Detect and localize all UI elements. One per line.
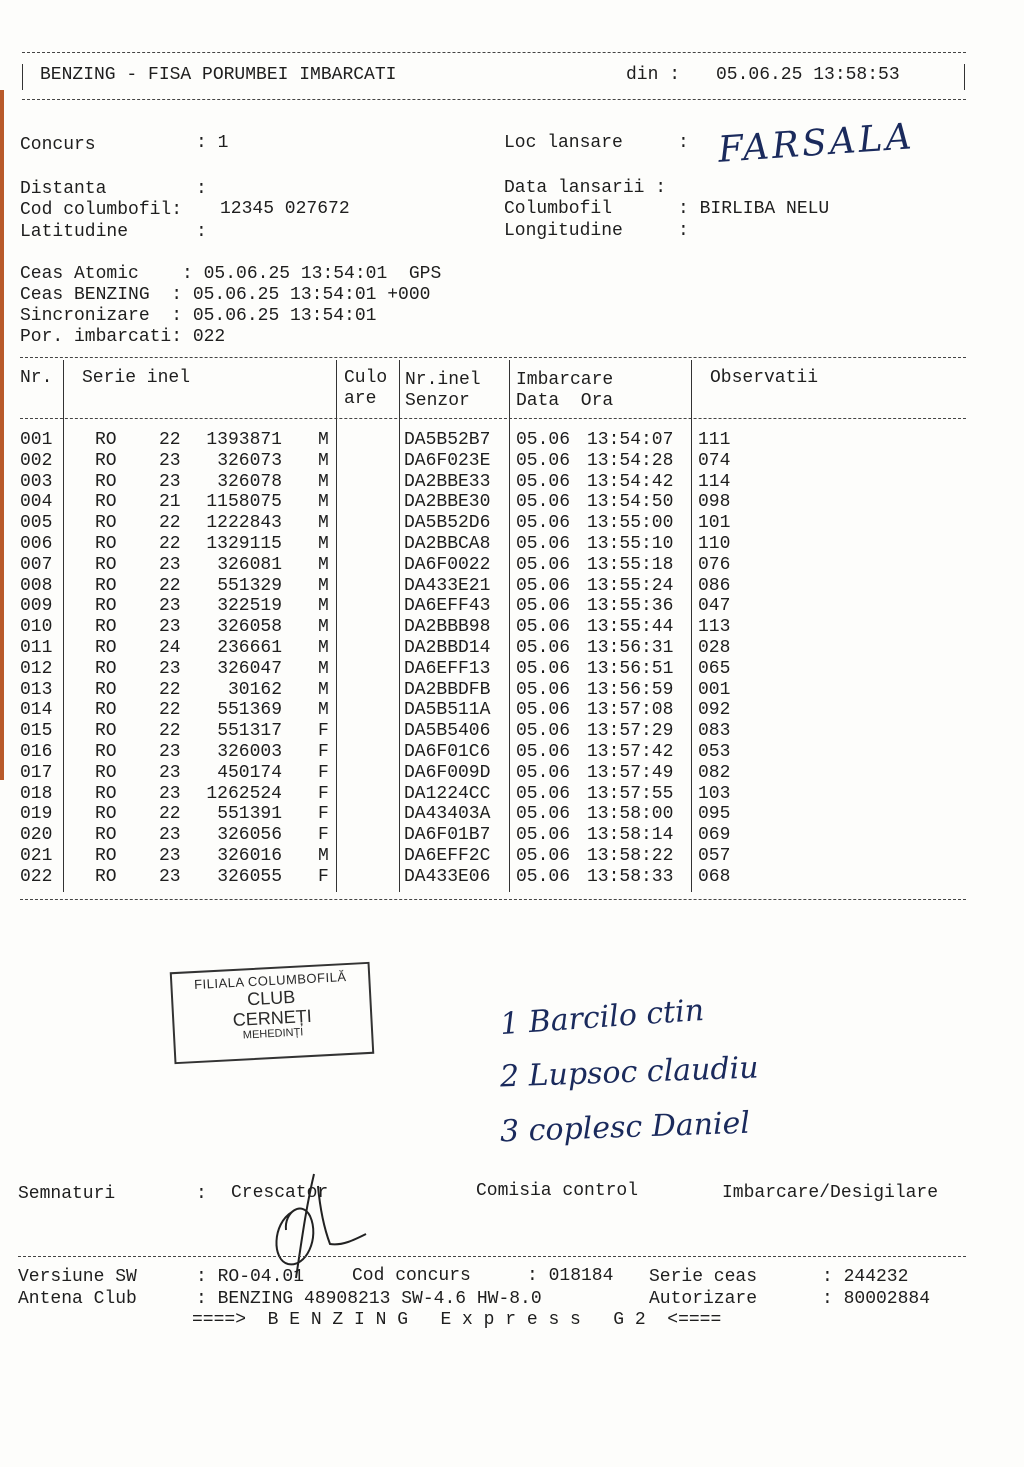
cell-inel: 30162: [227, 679, 282, 700]
versiune-sw-value: : RO-04.01: [196, 1267, 305, 1287]
cell-ora: 13:57:08: [587, 700, 674, 721]
cell-tara: RO: [95, 534, 117, 554]
cell-tara: RO: [95, 658, 117, 679]
cell-ora: 13:56:51: [587, 658, 674, 679]
cell-inel: 326055: [217, 866, 282, 887]
cod-columbofil-label: Cod columbofil:: [20, 200, 183, 220]
imbarcare-desigilare-label: Imbarcare/Desigilare: [722, 1183, 939, 1203]
cell-nr: 017: [20, 762, 53, 783]
cell-sex: M: [318, 554, 329, 575]
din-value: 05.06.25 13:58:53: [716, 65, 900, 85]
cell-inel: 322519: [217, 596, 282, 617]
cell-data: 05.06: [516, 450, 571, 471]
cell-sex: F: [318, 721, 329, 742]
cell-sex: M: [318, 638, 329, 658]
cell-inel: 326056: [217, 825, 282, 846]
cell-ora: 13:58:22: [587, 846, 674, 866]
longitudine-value: :: [678, 221, 689, 241]
cell-senzor: DA6F0022: [404, 554, 491, 575]
cell-an: 23: [159, 866, 181, 887]
cell-tara: RO: [95, 742, 117, 762]
cell-observatii: 113: [698, 617, 731, 638]
cell-ora: 13:57:49: [587, 762, 674, 783]
cell-nr: 004: [20, 492, 53, 513]
cell-senzor: DA5B52B7: [404, 430, 491, 450]
club-stamp: [170, 962, 375, 1064]
col-header-imbarcare-2: Data Ora: [516, 391, 614, 411]
cell-an: 22: [159, 430, 181, 450]
cell-sex: M: [318, 513, 329, 534]
benzing-banner: ====> B E N Z I N G E x p r e s s G 2 <====: [192, 1310, 722, 1330]
longitudine-label: Longitudine: [504, 221, 623, 241]
cell-ora: 13:58:00: [587, 804, 674, 825]
cod-concurs-label: Cod concurs: [352, 1266, 471, 1286]
cell-observatii: 076: [698, 554, 731, 575]
cell-nr: 006: [20, 534, 53, 554]
cell-observatii: 111: [698, 430, 731, 450]
sincronizare: Sincronizare : 05.06.25 13:54:01: [20, 306, 377, 326]
cell-observatii: 057: [698, 846, 731, 866]
serie-ceas-value: : 244232: [822, 1267, 909, 1287]
data-lansarii-label: Data lansarii :: [504, 178, 667, 198]
cell-inel: 1329115: [206, 534, 282, 554]
cell-nr: 010: [20, 617, 53, 638]
cell-tara: RO: [95, 846, 117, 866]
cell-observatii: 110: [698, 534, 731, 554]
cell-data: 05.06: [516, 617, 571, 638]
cell-senzor: DA433E06: [404, 866, 491, 887]
cell-inel: 326081: [217, 554, 282, 575]
loc-lansare-handwritten: FARSALA: [716, 116, 916, 171]
cell-an: 22: [159, 534, 181, 554]
cell-observatii: 028: [698, 638, 731, 658]
cell-data: 05.06: [516, 742, 571, 762]
cell-observatii: 065: [698, 658, 731, 679]
cell-nr: 001: [20, 430, 53, 450]
cell-senzor: DA1224CC: [404, 783, 491, 804]
cell-ora: 13:57:55: [587, 783, 674, 804]
cell-observatii: 082: [698, 762, 731, 783]
cell-an: 22: [159, 721, 181, 742]
latitudine-value: :: [196, 222, 207, 242]
cell-nr: 022: [20, 866, 53, 887]
cell-tara: RO: [95, 471, 117, 492]
cell-sex: M: [318, 471, 329, 492]
handwritten-note-2: 2 Lupsoc claudiu: [499, 1050, 760, 1095]
cell-tara: RO: [95, 575, 117, 596]
latitudine-label: Latitudine: [20, 222, 129, 242]
cell-data: 05.06: [516, 596, 571, 617]
cell-inel: 326016: [217, 846, 282, 866]
col-header-imbarcare-1: Imbarcare: [516, 370, 614, 390]
cell-data: 05.06: [516, 804, 571, 825]
cell-ora: 13:55:36: [587, 596, 674, 617]
cell-ora: 13:57:42: [587, 742, 674, 762]
din-label: din :: [626, 65, 681, 85]
cell-inel: 1393871: [206, 430, 282, 450]
col-header-nrinel-1: Nr.inel: [405, 370, 481, 390]
cell-nr: 003: [20, 471, 53, 492]
cell-senzor: DA43403A: [404, 804, 491, 825]
cell-sex: F: [318, 742, 329, 762]
autorizare-label: Autorizare: [649, 1289, 758, 1309]
cell-sex: M: [318, 596, 329, 617]
cell-inel: 326047: [217, 658, 282, 679]
cell-an: 23: [159, 450, 181, 471]
cell-an: 23: [159, 783, 181, 804]
cell-nr: 009: [20, 596, 53, 617]
cell-ora: 13:55:44: [587, 617, 674, 638]
cell-ora: 13:54:42: [587, 471, 674, 492]
cell-data: 05.06: [516, 492, 571, 513]
cell-data: 05.06: [516, 762, 571, 783]
cell-ora: 13:56:31: [587, 638, 674, 658]
cell-senzor: DA433E21: [404, 575, 491, 596]
cell-sex: F: [318, 783, 329, 804]
cell-inel: 1158075: [206, 492, 282, 513]
cell-tara: RO: [95, 783, 117, 804]
cell-nr: 021: [20, 846, 53, 866]
antena-club-label: Antena Club: [18, 1289, 137, 1309]
cell-sex: M: [318, 450, 329, 471]
cell-ora: 13:57:29: [587, 721, 674, 742]
cell-observatii: 095: [698, 804, 731, 825]
columbofil-value: : BIRLIBA NELU: [678, 199, 830, 219]
stamp-line-4: MEHEDINȚI: [242, 1026, 304, 1042]
cell-ora: 13:54:07: [587, 430, 674, 450]
cell-tara: RO: [95, 721, 117, 742]
ceas-benzing: Ceas BENZING : 05.06.25 13:54:01 +000: [20, 285, 431, 305]
cell-ora: 13:55:10: [587, 534, 674, 554]
cell-data: 05.06: [516, 721, 571, 742]
cell-data: 05.06: [516, 471, 571, 492]
porumbei-imbarcati: Por. imbarcati: 022: [20, 327, 226, 347]
cod-columbofil-value: 12345 027672: [220, 199, 350, 219]
loc-lansare-label: Loc lansare: [504, 133, 623, 153]
cell-nr: 012: [20, 658, 53, 679]
cell-tara: RO: [95, 679, 117, 700]
cell-nr: 013: [20, 679, 53, 700]
cell-an: 22: [159, 679, 181, 700]
handwritten-note-1: 1 Barcilo ctin: [498, 992, 706, 1043]
cell-data: 05.06: [516, 679, 571, 700]
semnaturi-colon: :: [196, 1184, 207, 1204]
cell-data: 05.06: [516, 866, 571, 887]
cell-nr: 005: [20, 513, 53, 534]
cell-an: 22: [159, 804, 181, 825]
cell-an: 23: [159, 742, 181, 762]
cell-inel: 326073: [217, 450, 282, 471]
cell-an: 21: [159, 492, 181, 513]
cell-inel: 551317: [217, 721, 282, 742]
cell-data: 05.06: [516, 513, 571, 534]
cell-inel: 1262524: [206, 783, 282, 804]
cell-an: 23: [159, 554, 181, 575]
cell-senzor: DA5B52D6: [404, 513, 491, 534]
cell-nr: 007: [20, 554, 53, 575]
cell-ora: 13:58:14: [587, 825, 674, 846]
cell-tara: RO: [95, 554, 117, 575]
cell-senzor: DA6EFF13: [404, 658, 491, 679]
concurs-label: Concurs: [20, 135, 96, 155]
col-header-observatii: Observatii: [710, 368, 819, 388]
loc-lansare-colon: :: [678, 133, 689, 153]
crescator-label: Crescator: [231, 1183, 329, 1203]
cell-tara: RO: [95, 450, 117, 471]
cell-an: 23: [159, 762, 181, 783]
cell-tara: RO: [95, 700, 117, 721]
cell-inel: 551329: [217, 575, 282, 596]
cell-senzor: DA2BBCA8: [404, 534, 491, 554]
cell-observatii: 068: [698, 866, 731, 887]
cell-ora: 13:55:00: [587, 513, 674, 534]
footer-divider: [18, 1256, 966, 1257]
cell-observatii: 083: [698, 721, 731, 742]
cell-data: 05.06: [516, 638, 571, 658]
concurs-value: : 1: [196, 133, 229, 153]
cell-tara: RO: [95, 492, 117, 513]
cell-an: 23: [159, 617, 181, 638]
cell-sex: F: [318, 762, 329, 783]
stamp-line-3: CERNEȚI: [232, 1005, 313, 1031]
cell-nr: 019: [20, 804, 53, 825]
cell-nr: 011: [20, 638, 53, 658]
cell-observatii: 001: [698, 679, 731, 700]
cell-senzor: DA6EFF43: [404, 596, 491, 617]
cell-sex: M: [318, 679, 329, 700]
col-header-culoare-1: Culo: [344, 368, 388, 388]
cell-nr: 015: [20, 721, 53, 742]
stamp-line-1: FILIALA COLUMBOFILĂ: [193, 969, 347, 993]
distanta-value: :: [196, 179, 207, 199]
col-header-culoare-2: are: [344, 389, 377, 409]
antena-club-value: : BENZING 48908213 SW-4.6 HW-8.0: [196, 1289, 542, 1309]
cell-nr: 016: [20, 742, 53, 762]
document-title: BENZING - FISA PORUMBEI IMBARCATI: [40, 65, 397, 85]
cell-sex: F: [318, 866, 329, 887]
cell-ora: 13:54:28: [587, 450, 674, 471]
autorizare-value: : 80002884: [822, 1289, 931, 1309]
columbofil-label: Columbofil: [504, 199, 613, 219]
cell-an: 22: [159, 700, 181, 721]
cell-observatii: 098: [698, 492, 731, 513]
cell-senzor: DA6F009D: [404, 762, 491, 783]
comisia-control-label: Comisia control: [476, 1181, 639, 1201]
col-header-nr: Nr.: [20, 368, 53, 388]
cell-an: 23: [159, 596, 181, 617]
cell-tara: RO: [95, 804, 117, 825]
cell-tara: RO: [95, 513, 117, 534]
distanta-label: Distanta: [20, 179, 107, 199]
cell-ora: 13:58:33: [587, 866, 674, 887]
ceas-atomic: Ceas Atomic : 05.06.25 13:54:01 GPS: [20, 264, 442, 284]
cell-inel: 326058: [217, 617, 282, 638]
cell-senzor: DA2BBD14: [404, 638, 491, 658]
cell-inel: 326003: [217, 742, 282, 762]
cell-inel: 1222843: [206, 513, 282, 534]
cell-observatii: 114: [698, 471, 731, 492]
cell-an: 24: [159, 638, 181, 658]
cell-senzor: DA6F01C6: [404, 742, 491, 762]
cell-nr: 008: [20, 575, 53, 596]
col-header-nrinel-2: Senzor: [405, 391, 470, 411]
cell-an: 23: [159, 846, 181, 866]
cell-tara: RO: [95, 866, 117, 887]
cell-tara: RO: [95, 825, 117, 846]
cell-inel: 450174: [217, 762, 282, 783]
cell-data: 05.06: [516, 700, 571, 721]
cell-sex: M: [318, 534, 329, 554]
page-edge-shadow: [0, 90, 4, 780]
cell-data: 05.06: [516, 846, 571, 866]
cell-an: 23: [159, 471, 181, 492]
cell-data: 05.06: [516, 575, 571, 596]
semnaturi-label: Semnaturi: [18, 1184, 116, 1204]
col-header-serie: Serie inel: [82, 368, 191, 388]
cell-ora: 13:56:59: [587, 679, 674, 700]
cell-nr: 018: [20, 783, 53, 804]
cell-ora: 13:55:18: [587, 554, 674, 575]
cell-inel: 551391: [217, 804, 282, 825]
cell-observatii: 101: [698, 513, 731, 534]
cell-data: 05.06: [516, 430, 571, 450]
cell-data: 05.06: [516, 554, 571, 575]
stamp-line-2: CLUB: [246, 986, 296, 1010]
cell-data: 05.06: [516, 825, 571, 846]
cell-observatii: 092: [698, 700, 731, 721]
cell-data: 05.06: [516, 658, 571, 679]
cell-sex: M: [318, 846, 329, 866]
cell-observatii: 053: [698, 742, 731, 762]
cell-ora: 13:54:50: [587, 492, 674, 513]
cell-nr: 002: [20, 450, 53, 471]
cell-an: 23: [159, 658, 181, 679]
cell-tara: RO: [95, 596, 117, 617]
cell-sex: M: [318, 492, 329, 513]
cell-observatii: 074: [698, 450, 731, 471]
cod-concurs-value: : 018184: [527, 1266, 614, 1286]
cell-inel: 551369: [217, 700, 282, 721]
cell-tara: RO: [95, 617, 117, 638]
cell-ora: 13:55:24: [587, 575, 674, 596]
serie-ceas-label: Serie ceas: [649, 1267, 758, 1287]
cell-senzor: DA5B511A: [404, 700, 491, 721]
cell-senzor: DA2BBB98: [404, 617, 491, 638]
handwritten-note-3: 3 coplesc Daniel: [499, 1105, 751, 1150]
cell-an: 22: [159, 513, 181, 534]
cell-senzor: DA5B5406: [404, 721, 491, 742]
cell-nr: 014: [20, 700, 53, 721]
cell-nr: 020: [20, 825, 53, 846]
cell-data: 05.06: [516, 534, 571, 554]
cell-sex: M: [318, 430, 329, 450]
versiune-sw-label: Versiune SW: [18, 1267, 137, 1287]
cell-inel: 236661: [217, 638, 282, 658]
cell-observatii: 103: [698, 783, 731, 804]
cell-an: 23: [159, 825, 181, 846]
cell-an: 22: [159, 575, 181, 596]
cell-senzor: DA2BBE30: [404, 492, 491, 513]
cell-sex: F: [318, 804, 329, 825]
cell-sex: M: [318, 700, 329, 721]
cell-observatii: 047: [698, 596, 731, 617]
cell-senzor: DA6EFF2C: [404, 846, 491, 866]
cell-senzor: DA2BBE33: [404, 471, 491, 492]
cell-tara: RO: [95, 638, 117, 658]
cell-senzor: DA6F023E: [404, 450, 491, 471]
cell-observatii: 069: [698, 825, 731, 846]
cell-observatii: 086: [698, 575, 731, 596]
cell-tara: RO: [95, 762, 117, 783]
cell-senzor: DA6F01B7: [404, 825, 491, 846]
cell-senzor: DA2BBDFB: [404, 679, 491, 700]
cell-inel: 326078: [217, 471, 282, 492]
cell-sex: M: [318, 617, 329, 638]
cell-sex: M: [318, 575, 329, 596]
cell-sex: F: [318, 825, 329, 846]
cell-tara: RO: [95, 430, 117, 450]
cell-data: 05.06: [516, 783, 571, 804]
cell-sex: M: [318, 658, 329, 679]
